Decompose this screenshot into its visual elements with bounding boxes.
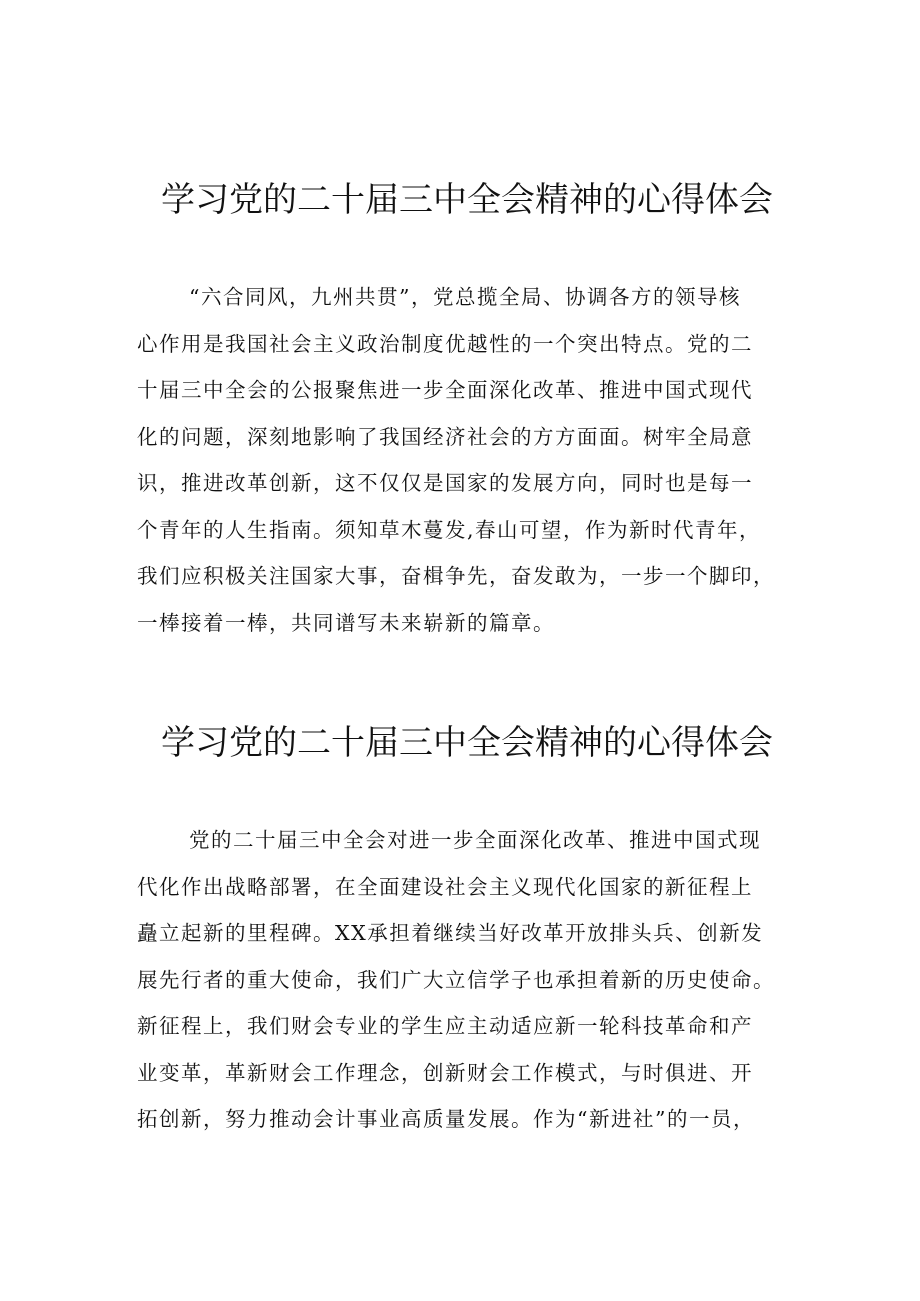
article-body — [137, 817, 797, 1143]
body-line: 我们应积极关注国家大事，奋楫争先，奋发敢为，一步一个脚印， — [137, 564, 775, 588]
article-section-2 — [137, 713, 797, 1143]
body-line: 识，推进改革创新，这不仅仅是国家的发展方向，同时也是每一 — [137, 471, 753, 495]
body-line: 十届三中全会的公报聚焦进一步全面深化改革、推进中国式现代 — [137, 378, 753, 402]
article-title: 学习党的二十届三中全会精神的心得体会 — [161, 180, 773, 220]
article-title: 学习党的二十届三中全会精神的心得体会 — [161, 723, 773, 763]
body-line: 新征程上，我们财会专业的学生应主动适应新一轮科技革命和产 — [137, 1014, 753, 1038]
body-line: 展先行者的重大使命，我们广大立信学子也承担着新的历史使命。 — [137, 967, 775, 992]
body-line: “六合同风，九州共贯”，党总揽全局、协调各方的领导核 — [189, 285, 741, 309]
body-line: 党的二十届三中全会对进一步全面深化改革、推进中国式现 — [189, 828, 761, 852]
article-body — [137, 274, 797, 646]
body-line: 一棒接着一棒，共同谱写未来崭新的篇章。 — [137, 610, 555, 635]
article-section-1 — [137, 170, 797, 646]
body-line: 个青年的人生指南。须知草木蔓发,春山可望，作为新时代青年， — [137, 517, 762, 542]
body-line: 矗立起新的里程碑。XX承担着继续当好改革开放排头兵、创新发 — [137, 921, 764, 945]
body-line: 业变革，革新财会工作理念，创新财会工作模式，与时俱进、开 — [137, 1060, 753, 1085]
body-line: 心作用是我国社会主义政治制度优越性的一个突出特点。党的二 — [137, 331, 753, 356]
body-line: 代化作出战略部署，在全面建设社会主义现代化国家的新征程上 — [137, 874, 753, 899]
body-line: 拓创新，努力推动会计事业高质量发展。作为“新进社”的一员， — [137, 1107, 755, 1131]
body-line: 化的问题，深刻地影响了我国经济社会的方方面面。树牢全局意 — [137, 424, 753, 449]
